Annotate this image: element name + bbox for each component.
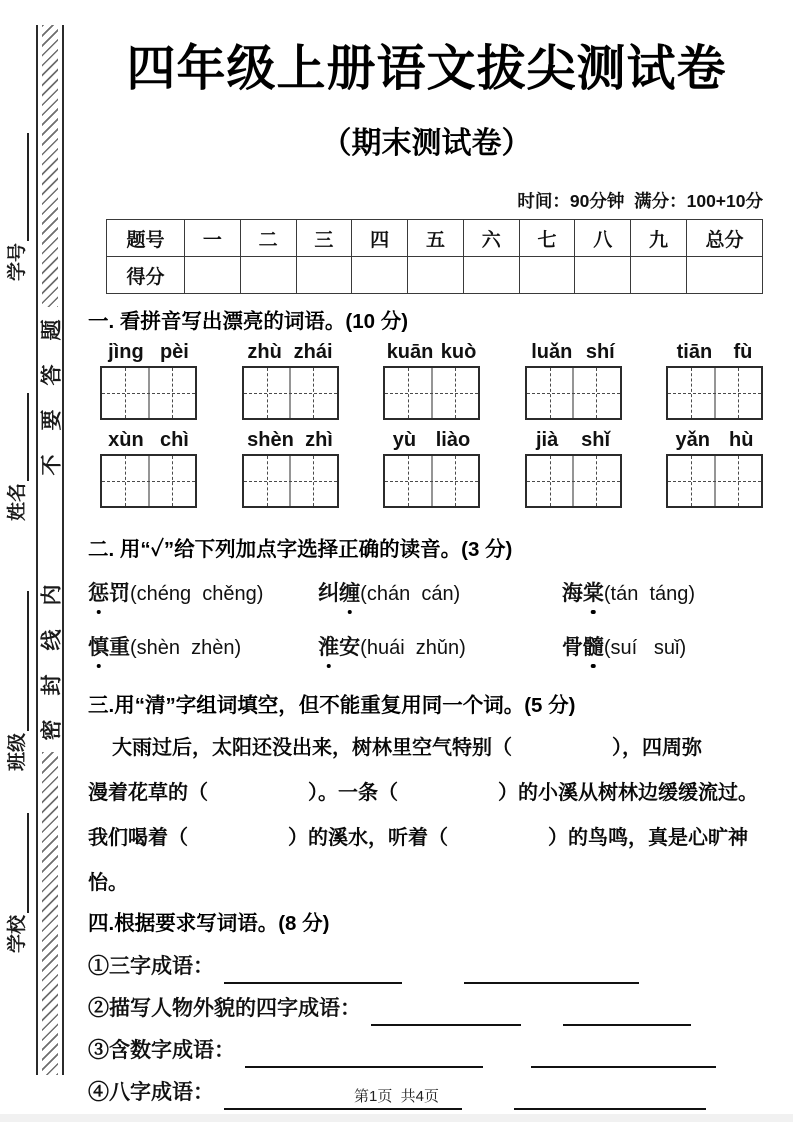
seal-text-char: 密 (40, 719, 63, 740)
page-bottom-edge (0, 1114, 793, 1122)
hatch-pattern-top (42, 25, 58, 307)
word-characters (562, 636, 604, 659)
pronunciation-options: (chéng chěng) (130, 583, 264, 605)
dotted-character: 慎 (88, 631, 109, 661)
score-entry-cell[interactable] (519, 257, 575, 294)
page-subtitle: （期末测试卷） (321, 127, 532, 160)
student-info-label: 班级 (6, 732, 28, 771)
box-quarter-dash (455, 456, 456, 506)
answer-blank[interactable] (531, 1050, 716, 1068)
box-quarter-dash (550, 456, 551, 506)
pinyin-syllable: pèi (159, 341, 189, 363)
dotted-character: 髓 (583, 631, 604, 661)
question-number-cell: 三 (296, 220, 352, 257)
dotted-character: 缠 (339, 577, 360, 607)
tianzige-box[interactable] (242, 454, 339, 508)
question-number-cell: 一 (185, 220, 241, 257)
box-quarter-dash (408, 368, 409, 418)
answer-blank[interactable] (224, 966, 402, 984)
box-middle-dash (527, 393, 620, 394)
question-number-cell: 六 (463, 220, 519, 257)
seal-text-char: 内 (40, 584, 63, 605)
pinyin-label (100, 428, 197, 452)
score-entry-cell[interactable] (463, 257, 519, 294)
pinyin-syllable: kuò (440, 341, 477, 363)
pinyin-label (666, 340, 763, 364)
pinyin-label (666, 428, 763, 452)
tianzige-box[interactable] (383, 454, 480, 508)
box-quarter-dash (408, 456, 409, 506)
student-info-field (2, 813, 29, 953)
word-item-line (88, 984, 765, 1026)
box-quarter-dash (738, 368, 739, 418)
student-info-labels (0, 125, 31, 965)
pinyin-syllable: yǎn (675, 429, 710, 451)
score-entry-cell[interactable] (240, 257, 296, 294)
dotted-character: 棠 (583, 577, 604, 607)
score-row-label: 得分 (107, 257, 185, 294)
score-entry-cell[interactable] (408, 257, 464, 294)
pinyin-syllable: shèn (247, 429, 294, 451)
word-choice-entry[interactable] (562, 631, 765, 661)
tianzige-box[interactable] (100, 366, 197, 420)
pinyin-label (383, 428, 480, 452)
box-middle-dash (102, 481, 195, 482)
pinyin-word-group (666, 428, 763, 508)
word-characters (318, 636, 360, 659)
pinyin-label (525, 428, 622, 452)
section2-heading: 二. 用“✓”给下列加点字选择正确的读音。(3 分) (88, 538, 513, 561)
box-middle-dash (244, 393, 337, 394)
pinyin-syllable: kuān (386, 341, 434, 363)
pinyin-syllable: yù (392, 429, 417, 451)
box-quarter-dash (596, 368, 597, 418)
score-table (106, 219, 763, 294)
box-middle-dash (668, 481, 761, 482)
student-info-label: 姓名 (6, 482, 28, 521)
tianzige-box[interactable] (242, 366, 339, 420)
question-number-cell: 二 (240, 220, 296, 257)
box-quarter-dash (313, 456, 314, 506)
pronunciation-options: (tán táng) (603, 583, 696, 605)
paragraph-line: 怡。 (88, 872, 128, 894)
pronunciation-options: (chán cán) (360, 583, 461, 605)
answer-blank[interactable] (563, 1008, 691, 1026)
pinyin-label (242, 428, 339, 452)
seal-text-group-1 (38, 307, 62, 487)
question-number-cell: 七 (519, 220, 575, 257)
seal-text-char: 答 (40, 364, 63, 385)
pinyin-syllable: fù (733, 341, 753, 363)
score-table-score-row (107, 257, 763, 294)
section1-heading: 一. 看拼音写出漂亮的词语。(10 分) (88, 310, 409, 333)
box-quarter-dash (455, 368, 456, 418)
score-entry-cell[interactable] (631, 257, 687, 294)
pinyin-syllable: jià (535, 429, 559, 451)
tianzige-box[interactable] (525, 366, 622, 420)
pinyin-syllable: zhì (305, 429, 333, 451)
item-label: ②描写人物外貌的四字成语： (88, 997, 361, 1020)
word-choice-entry[interactable] (88, 631, 318, 661)
answer-blank[interactable] (245, 1050, 483, 1068)
word-choice-entry[interactable] (318, 577, 562, 607)
box-quarter-dash (596, 456, 597, 506)
seal-band-gap (38, 487, 62, 572)
character: 罚 (109, 582, 130, 605)
box-middle-dash (244, 481, 337, 482)
student-info-blank[interactable] (16, 393, 29, 481)
character: 重 (109, 636, 130, 659)
page-footer: 第1页 共4页 (353, 1088, 440, 1105)
character: 纠 (318, 582, 340, 605)
box-middle-dash (385, 481, 478, 482)
pinyin-syllable: xùn (108, 429, 144, 451)
pinyin-syllable: chì (159, 429, 189, 451)
tianzige-box[interactable] (666, 454, 763, 508)
pronunciation-options: (suí suǐ) (603, 637, 687, 659)
answer-blank[interactable] (464, 966, 639, 984)
answer-blank[interactable] (371, 1008, 521, 1026)
student-info-blank[interactable] (16, 133, 29, 241)
seal-text-group-2 (38, 572, 62, 752)
pinyin-label (383, 340, 480, 364)
student-info-label: 学校 (6, 914, 28, 953)
word-characters (88, 582, 130, 605)
score-table-header-row (107, 220, 763, 257)
box-quarter-dash (125, 368, 126, 418)
pinyin-word-group (525, 428, 622, 508)
tianzige-box[interactable] (100, 454, 197, 508)
student-info-field (2, 133, 29, 281)
question-number-cell: 四 (352, 220, 408, 257)
item-label: ③含数字成语： (88, 1039, 235, 1062)
pinyin-label (100, 340, 197, 364)
score-entry-cell[interactable] (575, 257, 631, 294)
character: 海 (561, 582, 583, 605)
student-info-field (2, 591, 29, 771)
box-middle-dash (527, 481, 620, 482)
item-label: ④八字成语： (88, 1081, 214, 1104)
pinyin-word-group (383, 340, 480, 420)
student-info-label: 学号 (6, 242, 28, 281)
box-middle-dash (102, 393, 195, 394)
box-quarter-dash (267, 456, 268, 506)
pinyin-word-group (525, 340, 622, 420)
paragraph-line: 漫着花草的（ ）。一条（ ）的小溪从树林边缓缓流过。 (88, 782, 758, 804)
word-item-line (88, 942, 765, 984)
student-info-field (2, 393, 29, 521)
question-number-cell: 九 (631, 220, 687, 257)
paragraph-line: 我们喝着（ ）的溪水，听着（ ）的鸟鸣，真是心旷神 (88, 827, 748, 849)
pinyin-label (242, 340, 339, 364)
character: 骨 (561, 636, 583, 659)
pinyin-syllable: liào (435, 429, 471, 451)
question-number-cell: 五 (408, 220, 464, 257)
box-quarter-dash (172, 368, 173, 418)
section4-heading: 四.根据要求写词语。(8 分) (88, 912, 330, 935)
pinyin-word-group (242, 340, 339, 420)
word-characters (562, 582, 604, 605)
dotted-character: 惩 (88, 577, 109, 607)
question-number-cell: 总分 (687, 220, 763, 257)
seal-band (36, 25, 64, 1075)
student-info-blank[interactable] (16, 813, 29, 913)
pronunciation-options: (huái zhǔn) (360, 637, 466, 659)
pinyin-word-group (100, 340, 197, 420)
box-middle-dash (385, 393, 478, 394)
pinyin-word-group (383, 428, 480, 508)
pronunciation-row-1 (88, 568, 765, 616)
box-quarter-dash (691, 456, 692, 506)
seal-text-char: 要 (40, 409, 63, 430)
tianzige-box[interactable] (666, 366, 763, 420)
box-quarter-dash (738, 456, 739, 506)
pinyin-row-2 (100, 428, 763, 508)
tianzige-box[interactable] (525, 454, 622, 508)
score-entry-cell[interactable] (687, 257, 763, 294)
dotted-character: 淮 (318, 631, 339, 661)
paragraph-line: 大雨过后，太阳还没出来，树林里空气特别（ ），四周弥 (112, 737, 702, 759)
pinyin-syllable: zhù (247, 341, 282, 363)
word-choice-entry[interactable] (318, 631, 562, 661)
fill-in-paragraph (88, 726, 765, 906)
box-quarter-dash (172, 456, 173, 506)
seal-text-char: 不 (40, 454, 63, 475)
box-quarter-dash (691, 368, 692, 418)
word-characters (88, 636, 130, 659)
word-choice-entry[interactable] (88, 577, 318, 607)
hatch-pattern-bottom (42, 752, 58, 1075)
character: 安 (339, 636, 361, 659)
seal-text-char: 题 (40, 319, 63, 340)
box-quarter-dash (313, 368, 314, 418)
word-item-line (88, 1026, 765, 1068)
pinyin-syllable: hù (729, 429, 754, 451)
pinyin-word-group (666, 340, 763, 420)
pinyin-row-1 (100, 340, 763, 420)
pinyin-syllable: shí (585, 341, 615, 363)
pinyin-syllable: luǎn (531, 341, 573, 363)
pronunciation-options: (shèn zhèn) (130, 637, 242, 659)
pinyin-word-group (242, 428, 339, 508)
box-quarter-dash (550, 368, 551, 418)
pinyin-syllable: tiān (676, 341, 713, 363)
exam-content (88, 0, 765, 1110)
seal-text-char: 线 (40, 629, 63, 650)
box-middle-dash (668, 393, 761, 394)
question-number-cell: 八 (575, 220, 631, 257)
section3-heading: 三.用“清”字组词填空，但不能重复用同一个词。(5 分) (88, 694, 576, 717)
score-entry-cell[interactable] (185, 257, 241, 294)
word-characters (318, 582, 360, 605)
pinyin-syllable: jìng (108, 341, 144, 363)
pronunciation-row-2 (88, 622, 765, 670)
score-entry-cell[interactable] (352, 257, 408, 294)
page-title: 四年级上册语文拔尖测试卷 (126, 42, 727, 96)
score-table-corner-label: 题号 (107, 220, 185, 257)
pinyin-label (525, 340, 622, 364)
pinyin-syllable: shǐ (581, 429, 611, 451)
pinyin-word-group (100, 428, 197, 508)
box-quarter-dash (267, 368, 268, 418)
item-label: ①三字成语： (88, 955, 214, 978)
student-info-blank[interactable] (16, 591, 29, 731)
exam-time-score-info: 时间：90分钟 满分：100+10分 (517, 191, 763, 211)
seal-text-char: 封 (40, 674, 63, 695)
tianzige-box[interactable] (383, 366, 480, 420)
pinyin-syllable: zhái (293, 341, 333, 363)
word-choice-entry[interactable] (562, 577, 765, 607)
score-entry-cell[interactable] (296, 257, 352, 294)
box-quarter-dash (125, 456, 126, 506)
